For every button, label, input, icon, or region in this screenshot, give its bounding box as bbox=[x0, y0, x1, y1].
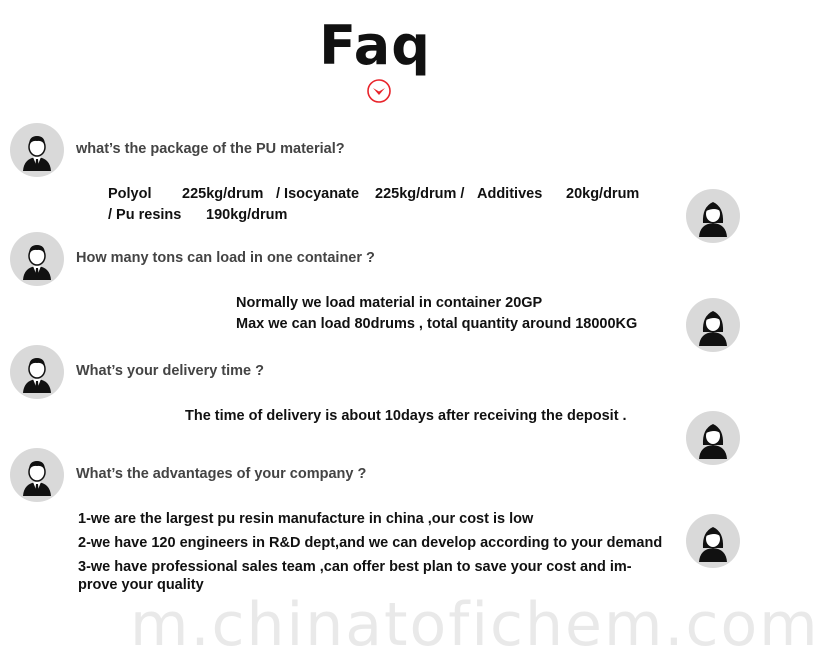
answer-line bbox=[108, 205, 668, 226]
faq-question: what’s the package of the PU material? bbox=[76, 141, 345, 157]
answer-text: Additives bbox=[477, 186, 543, 202]
answer-text: / Isocyanate bbox=[276, 186, 360, 202]
woman-avatar-icon bbox=[686, 298, 740, 352]
page-title: Faq bbox=[319, 14, 431, 77]
answer-line bbox=[108, 184, 668, 205]
answer-text: 190kg/drum bbox=[206, 207, 288, 223]
man-avatar-icon bbox=[10, 345, 64, 399]
man-avatar-icon bbox=[10, 232, 64, 286]
chevron-down-circle-icon bbox=[366, 78, 392, 104]
answer-text: 225kg/drum bbox=[182, 186, 264, 202]
woman-avatar-icon bbox=[686, 411, 740, 465]
faq-question: What’s the advantages of your company ? bbox=[76, 466, 367, 482]
faq-answer bbox=[185, 406, 627, 427]
man-avatar-icon bbox=[10, 448, 64, 502]
answer-text: 20kg/drum bbox=[566, 186, 640, 202]
answer-text: 225kg/drum / bbox=[375, 186, 465, 202]
answer-line: 1-we are the largest pu resin manufacture in china ,our cost is low bbox=[78, 511, 534, 527]
faq-question: What’s your delivery time ? bbox=[76, 363, 265, 379]
answer-text: Polyol bbox=[108, 186, 152, 202]
faq-question: How many tons can load in one container ? bbox=[76, 250, 375, 266]
answer-text: / Pu resins bbox=[108, 207, 182, 223]
faq-answer bbox=[236, 293, 637, 335]
woman-avatar-icon bbox=[686, 514, 740, 568]
man-avatar-icon bbox=[10, 123, 64, 177]
answer-line: The time of delivery is about 10days after receiving the deposit . bbox=[185, 408, 627, 424]
faq-answer bbox=[108, 184, 668, 226]
faq-answer bbox=[78, 510, 668, 600]
answer-line: 3-we have professional sales team ,can offer best plan to save your cost and im-prove your quality bbox=[78, 559, 632, 593]
watermark: m.chinatofichem.com bbox=[130, 590, 820, 660]
answer-line: Max we can load 80drums , total quantity around 18000KG bbox=[236, 316, 638, 332]
woman-avatar-icon bbox=[686, 189, 740, 243]
answer-line: 2-we have 120 engineers in R&D dept,and we can develop according to your demand bbox=[78, 535, 663, 551]
answer-line: Normally we load material in container 20GP bbox=[236, 295, 543, 311]
